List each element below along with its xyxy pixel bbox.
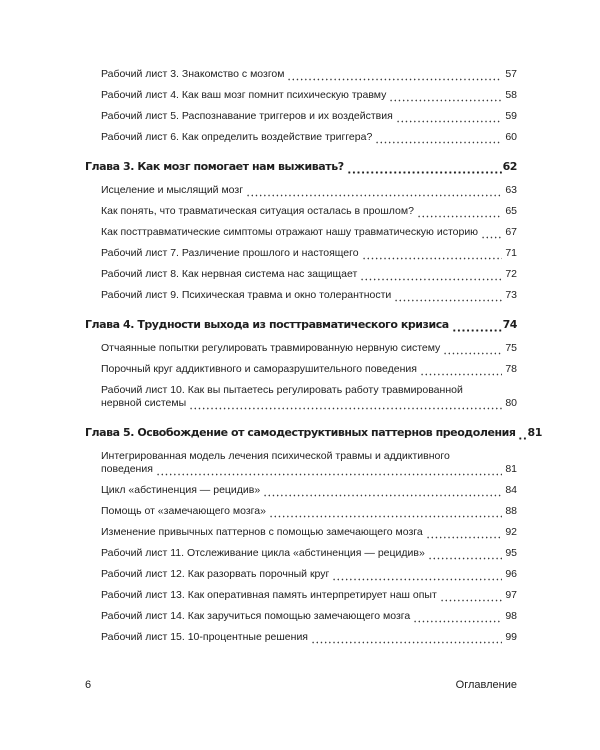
toc-entry-page: 75 [505, 342, 517, 354]
toc-entry[interactable] [101, 289, 517, 302]
page-number: 6 [85, 679, 92, 691]
toc-entry[interactable] [101, 247, 517, 260]
toc-entry-title: Помощь от «замечающего мозга» [101, 505, 266, 517]
toc-entry[interactable] [101, 110, 517, 123]
toc-entry-title: Рабочий лист 5. Распознавание триггеров и их воздействия [101, 110, 393, 122]
dot-leader [440, 592, 502, 602]
toc-entry[interactable] [101, 131, 517, 144]
toc-entry-page: 95 [505, 547, 517, 559]
toc-entry-page: 78 [505, 363, 517, 375]
toc-entry[interactable] [101, 226, 517, 239]
toc-entry[interactable] [101, 505, 517, 518]
toc-entry-title: Как посттравматические симптомы отражают нашу травматическую историю [101, 226, 479, 238]
chapter-page: 62 [502, 160, 517, 173]
toc-entry-title-line2: поведения [101, 463, 153, 475]
toc-entry[interactable] [101, 68, 517, 81]
dot-leader [246, 187, 502, 197]
dot-leader [189, 400, 502, 410]
toc-entry[interactable] [101, 589, 517, 602]
toc-entry[interactable] [101, 484, 517, 497]
toc-entry[interactable] [101, 526, 517, 539]
toc-entry-title: Рабочий лист 4. Как ваш мозг помнит психическую травму [101, 89, 387, 101]
toc-entry-page: 73 [505, 289, 517, 301]
toc-entry-page: 59 [505, 110, 517, 122]
toc-entry-title: Рабочий лист 14. Как заручиться помощью замечающего мозга [101, 610, 411, 622]
toc-entry-title: Отчаянные попытки регулировать травмированную нервную систему [101, 342, 441, 354]
dot-leader [360, 271, 502, 281]
toc-entry-title: Рабочий лист 7. Различение прошлого и настоящего [101, 247, 359, 259]
toc-entry-page: 58 [505, 89, 517, 101]
dot-leader [518, 430, 526, 440]
toc-entry[interactable] [101, 184, 517, 197]
toc-entry-page: 57 [505, 68, 517, 80]
toc-entry-title-line2-wrap [101, 463, 517, 476]
dot-leader [389, 92, 502, 102]
toc-entry[interactable] [101, 547, 517, 560]
toc-entry-title: Как понять, что травматическая ситуация осталась в прошлом? [101, 205, 414, 217]
toc-entry-page: 72 [505, 268, 517, 280]
dot-leader [452, 322, 502, 332]
toc-entry-title: Рабочий лист 11. Отслеживание цикла «абстиненция — рецидив» [101, 547, 425, 559]
dot-leader [428, 550, 502, 560]
chapter-title: Глава 4. Трудности выхода из посттравматического кризиса [85, 318, 449, 331]
chapter-heading-4[interactable] [85, 318, 517, 332]
toc-entry-title: Рабочий лист 12. Как разорвать порочный круг [101, 568, 330, 580]
table-of-contents [85, 68, 542, 652]
toc-entry[interactable] [101, 205, 517, 218]
toc-entry-title: Рабочий лист 9. Психическая травма и окно толерантности [101, 289, 392, 301]
toc-entry[interactable] [101, 568, 517, 581]
dot-leader [413, 613, 502, 623]
dot-leader [443, 345, 502, 355]
toc-entry-page: 81 [505, 463, 517, 475]
toc-entry-title: Рабочий лист 6. Как определить воздействие триггера? [101, 131, 373, 143]
toc-entry-page: 80 [505, 397, 517, 409]
dot-leader [311, 634, 502, 644]
dot-leader [287, 71, 502, 81]
toc-entry-page: 99 [505, 631, 517, 643]
dot-leader [426, 529, 502, 539]
toc-entry-multiline[interactable] [101, 450, 517, 476]
dot-leader [269, 508, 502, 518]
toc-entry-page: 96 [505, 568, 517, 580]
dot-leader [263, 487, 502, 497]
toc-entry[interactable] [101, 610, 517, 623]
toc-entry-page: 65 [505, 205, 517, 217]
dot-leader [375, 134, 502, 144]
dot-leader [420, 366, 502, 376]
dot-leader [362, 250, 502, 260]
toc-entry-title: Исцеление и мыслящий мозг [101, 184, 244, 196]
toc-entry[interactable] [101, 89, 517, 102]
dot-leader [417, 208, 502, 218]
toc-entry-page: 71 [505, 247, 517, 259]
toc-entry-page: 63 [505, 184, 517, 196]
dot-leader [156, 466, 502, 476]
chapter-heading-5[interactable] [85, 426, 542, 440]
toc-entry-title: Порочный круг аддиктивного и саморазрушительного поведения [101, 363, 417, 375]
dot-leader [396, 113, 502, 123]
toc-entry-page: 84 [505, 484, 517, 496]
chapter-title: Глава 3. Как мозг помогает нам выживать? [85, 160, 344, 173]
toc-entry-multiline[interactable] [101, 384, 517, 410]
toc-entry[interactable] [101, 342, 517, 355]
toc-entry[interactable] [101, 363, 517, 376]
toc-entry-title-line2-wrap [101, 397, 517, 410]
chapter-title: Глава 5. Освобождение от самодеструктивных паттернов преодоления [85, 426, 516, 439]
toc-entry-title: Рабочий лист 8. Как нервная система нас защищает [101, 268, 358, 280]
chapter-page: 81 [527, 426, 542, 439]
toc-entry-title: Изменение привычных паттернов с помощью замечающего мозга [101, 526, 423, 538]
toc-entry-title: Рабочий лист 13. Как оперативная память интерпретирует наш опыт [101, 589, 437, 601]
toc-entry-title: Рабочий лист 3. Знакомство с мозгом [101, 68, 285, 80]
toc-entry-title-line1: Рабочий лист 10. Как вы пытаетесь регулировать работу травмированной [101, 384, 463, 396]
dot-leader [394, 292, 502, 302]
toc-entry-page: 97 [505, 589, 517, 601]
running-footer-title: Оглавление [455, 679, 517, 691]
toc-entry[interactable] [101, 268, 517, 281]
toc-entry-title-line1: Интегрированная модель лечения психической травмы и аддиктивного [101, 450, 450, 462]
toc-entry-title: Рабочий лист 15. 10-процентные решения [101, 631, 308, 643]
toc-entry-page: 67 [505, 226, 517, 238]
toc-entry-page: 98 [505, 610, 517, 622]
toc-entry-title: Цикл «абстиненция — рецидив» [101, 484, 261, 496]
toc-entry-page: 92 [505, 526, 517, 538]
toc-entry-page: 88 [505, 505, 517, 517]
chapter-heading-3[interactable] [85, 160, 517, 174]
toc-entry[interactable] [101, 631, 517, 644]
toc-entry-title-line2: нервной системы [101, 397, 187, 409]
dot-leader [347, 164, 502, 174]
dot-leader [481, 229, 502, 239]
chapter-page: 74 [502, 318, 517, 331]
toc-entry-page: 60 [505, 131, 517, 143]
dot-leader [332, 571, 502, 581]
